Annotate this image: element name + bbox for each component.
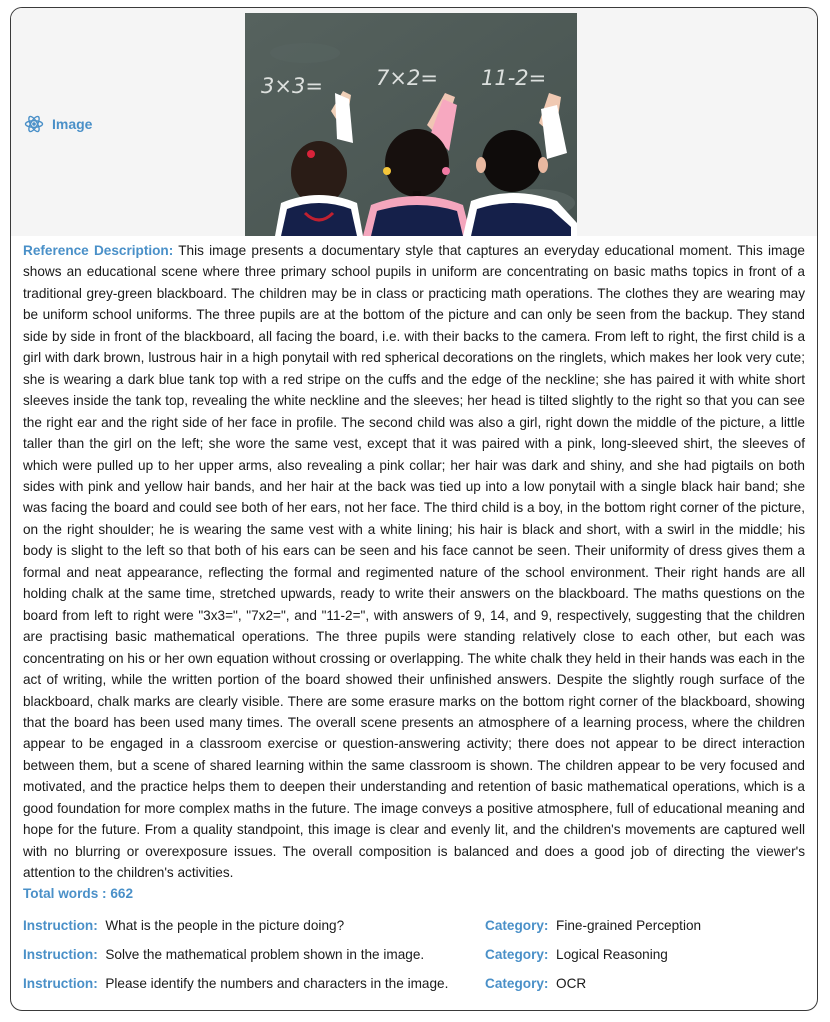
- instruction-text: Please identify the numbers and characters in the image.: [105, 976, 449, 991]
- image-label: Image: [52, 116, 93, 132]
- category-text: Fine-grained Perception: [556, 918, 702, 933]
- atom-icon: [24, 114, 44, 134]
- equation-3: 11-2=: [481, 66, 547, 90]
- image-section: [11, 8, 817, 236]
- equation-1: 3×3=: [261, 74, 323, 98]
- instruction-row: [23, 976, 813, 998]
- category-label: Category:: [485, 947, 549, 962]
- reference-description: [23, 240, 805, 884]
- category-label: Category:: [485, 976, 549, 991]
- image-tag: [24, 114, 92, 134]
- total-words: Total words : 662: [23, 886, 134, 901]
- blackboard-photo: [245, 13, 577, 236]
- category-label: Category:: [485, 918, 549, 933]
- equation-2: 7×2=: [376, 66, 438, 90]
- category-text: OCR: [556, 976, 587, 991]
- instruction-label: Instruction:: [23, 976, 98, 991]
- instruction-label: Instruction:: [23, 918, 98, 933]
- instruction-row: [23, 947, 813, 969]
- instruction-text: Solve the mathematical problem shown in the image.: [105, 947, 425, 962]
- category-text: Logical Reasoning: [556, 947, 668, 962]
- sample-card: [10, 7, 818, 1011]
- description-text: This image presents a documentary style that captures an everyday educational moment. This image shows an educational scene where three primary school pupils in uniform are concentrating on basic maths topics in front of a traditional grey-green blackboard. The children may be in class or practicing math operations. The clothes they are wearing may be uniform school uniforms. The three pupils are at the bottom of the picture and can only be seen from the backup. They stand side by side in front of the blackboard, all facing the board, i.e. with their backs to the camera. From left to right, the first child is a girl with dark brown, lustrous hair in a high ponytail with red spherical decorations on the ringlets, which makes her look very cute; she is wearing a dark blue tank top with a red stripe on the cuffs and the edge of the neckline; she has paired it with white short sleeves inside the tank top, revealing the white neckline and the sleeves; her head is tilted slightly to the right so that you can see the right ear and the right side of her face in profile. The second child was also a girl, right down the middle of the picture, a little taller than the girl on the left; she wore the same vest, except that it was paired with a pink, long-sleeved shirt, the sleeves of which were pulled up to her upper arms, also revealing a pink collar; her hair was dark and shiny, and she had pigtails on both sides with pink and yellow hair bands, and her hair at the back was tied up into a low ponytail with a single black hair band; she was facing the board and could see both of her ears, not her face. The third child is a boy, in the bottom right corner of the picture, on the right shoulder; he is wearing the same vest with a white lining; his hair is black and short, with a swirl in the middle; his body is slight to the left so that both of his ears can be seen and his face cannot be seen. Their uniformity of dress gives them a formal and neat appearance, reflecting the formal and regimented nature of the school environment. Their right hands are all holding chalk at the same time, stretched upwards, ready to write their answers on the blackboard. The maths questions on the board from left to right were "3x3=", "7x2=", and "11-2=", with answers of 9, 14, and 9, respectively, suggesting that the children are practising basic mathematical operations. The three pupils were standing relatively close to each other, but each was concentrating on his or her own equation without crossing or overlapping. The white chalk they held in their hands was each in the act of writing, while the written portion of the board showed their unfinished answers. Despite the slightly rough surface of the blackboard, chalk marks are clearly visible. There are some erasure marks on the bottom right corner of the blackboard, showing that the board has been used many times. The overall scene presents an atmosphere of a learning process, where the children appear to be engaged in a classroom exercise or question-answering activity; there does not appear to be direct interaction between them, but a scene of shared learning within the same classroom is shown. The children appear to be very focused and motivated, and the practice helps them to deepen their understanding and retention of basic mathematical operations, which is a good foundation for more complex maths in the future. The image conveys a positive atmosphere, full of educational meaning and hope for the future. From a quality standpoint, this image is clear and evenly lit, and the children's movements are captured well with no blurring or overexposure issues. The overall composition is balanced and does a good job of directing the viewer's attention to the children's activities.: [23, 243, 805, 881]
- instruction-label: Instruction:: [23, 947, 98, 962]
- instruction-row: [23, 918, 813, 940]
- description-label: Reference Description:: [23, 243, 174, 258]
- instruction-text: What is the people in the picture doing?: [105, 918, 345, 933]
